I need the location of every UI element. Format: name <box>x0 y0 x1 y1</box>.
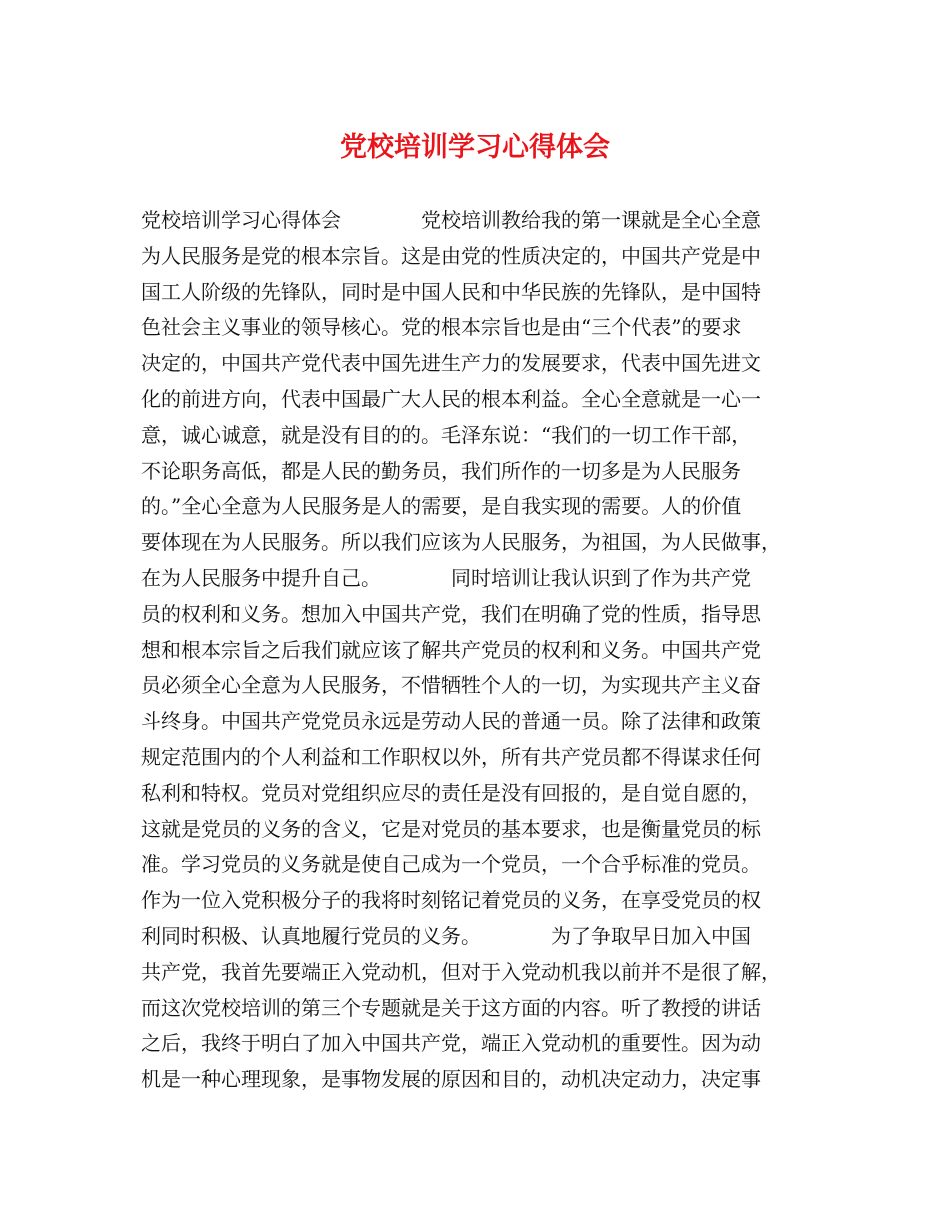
body-line: 机是一种心理现象，是事物发展的原因和目的，动机决定动力，决定事 <box>141 1067 761 1092</box>
body-line: 而这次党校培训的第三个专题就是关于这方面的内容。听了教授的讲话 <box>141 995 761 1020</box>
body-line: 这就是党员的义务的含义，它是对党员的基本要求，也是衡量党员的标 <box>141 816 761 841</box>
body-line: 利同时积极、认真地履行党员的义务。 为了争取早日加入中国 <box>141 923 751 948</box>
document-title: 党校培训学习心得体会 <box>340 132 610 163</box>
body-line: 决定的，中国共产党代表中国先进生产力的发展要求，代表中国先进文 <box>141 351 761 376</box>
document-body <box>141 203 831 1098</box>
body-line: 作为一位入党积极分子的我将时刻铭记着党员的义务，在享受党员的权 <box>141 888 761 913</box>
body-line: 的。”全心全意为人民服务是人的需要，是自我实现的需要。人的价值 <box>141 494 742 519</box>
body-line: 国工人阶级的先锋队，同时是中国人民和中华民族的先锋队，是中国特 <box>141 279 761 304</box>
body-line: 规定范围内的个人利益和工作职权以外，所有共产党员都不得谋求任何 <box>141 744 761 769</box>
body-line: 为人民服务是党的根本宗旨。这是由党的性质决定的，中国共产党是中 <box>141 243 761 268</box>
body-line: 想和根本宗旨之后我们就应该了解共产党员的权利和义务。中国共产党 <box>141 637 761 662</box>
body-line: 色社会主义事业的领导核心。党的根本宗旨也是由“三个代表”的要求 <box>141 315 742 340</box>
body-line: 员必须全心全意为人民服务，不惜牺牲个人的一切，为实现共产主义奋 <box>141 673 761 698</box>
body-line: 私利和特权。党员对党组织应尽的责任是没有回报的，是自觉自愿的， <box>141 780 761 805</box>
body-line: 意，诚心诚意，就是没有目的的。毛泽东说：“我们的一切工作干部， <box>141 422 752 447</box>
body-line: 斗终身。中国共产党党员永远是劳动人民的普通一员。除了法律和政策 <box>141 709 761 734</box>
body-line: 要体现在为人民服务。所以我们应该为人民服务，为祖国，为人民做事， <box>141 530 781 555</box>
body-line: 党校培训学习心得体会 党校培训教给我的第一课就是全心全意 <box>141 208 761 232</box>
body-line: 共产党，我首先要端正入党动机，但对于入党动机我以前并不是很了解， <box>141 959 781 984</box>
body-line: 不论职务高低，都是人民的勤务员，我们所作的一切多是为人民服务 <box>141 458 741 483</box>
body-line: 员的权利和义务。想加入中国共产党，我们在明确了党的性质，指导思 <box>141 601 761 626</box>
body-line: 准。学习党员的义务就是使自己成为一个党员，一个合乎标准的党员。 <box>141 852 761 877</box>
body-line: 化的前进方向，代表中国最广大人民的根本利益。全心全意就是一心一 <box>141 386 761 411</box>
body-line: 在为人民服务中提升自己。 同时培训让我认识到了作为共产党 <box>141 565 751 590</box>
body-line: 之后，我终于明白了加入中国共产党，端正入党动机的重要性。因为动 <box>141 1031 761 1056</box>
